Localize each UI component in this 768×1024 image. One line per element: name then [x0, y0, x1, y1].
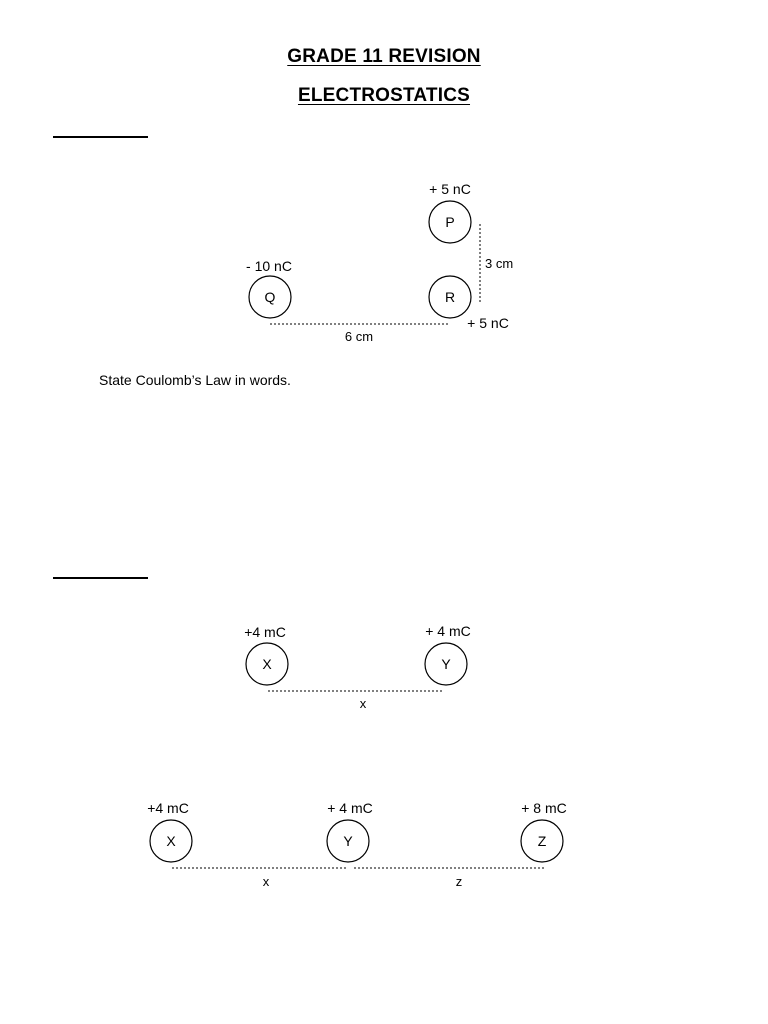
charge-y-label-b: Y: [343, 833, 353, 849]
charge-x-value-a: +4 mC: [244, 624, 286, 640]
distance-yz-label-b: z: [455, 874, 463, 889]
charge-p-label: P: [445, 214, 455, 230]
distance-xy-label-b: x: [262, 874, 270, 889]
charge-q-value: - 10 nC: [246, 258, 292, 274]
distance-xy-label-a: x: [359, 696, 367, 711]
question-1-prompt: State Coulomb’s Law in words.: [99, 372, 291, 388]
question-2-diagram: [0, 600, 768, 900]
document-title: GRADE 11 REVISION: [287, 46, 481, 67]
question-1-diagram: [0, 0, 768, 360]
charge-p-value: + 5 nC: [429, 181, 471, 197]
charge-r-label: R: [444, 289, 456, 305]
distance-pr-label: 3 cm: [485, 256, 514, 271]
charge-r-value: + 5 nC: [467, 315, 509, 331]
charge-q-label: Q: [264, 289, 276, 305]
charge-z-value-b: + 8 mC: [521, 800, 567, 816]
charge-x-label-a: X: [262, 656, 272, 672]
charge-y-label-a: Y: [441, 656, 451, 672]
charge-x-label-b: X: [166, 833, 176, 849]
charge-y-value-a: + 4 mC: [425, 623, 471, 639]
distance-qr-label: 6 cm: [344, 329, 374, 344]
charge-x-value-b: +4 mC: [147, 800, 189, 816]
charge-y-value-b: + 4 mC: [327, 800, 373, 816]
document-subtitle: ELECTROSTATICS: [297, 85, 471, 106]
question-2-number-line: [53, 577, 148, 579]
charge-z-label-b: Z: [537, 833, 547, 849]
